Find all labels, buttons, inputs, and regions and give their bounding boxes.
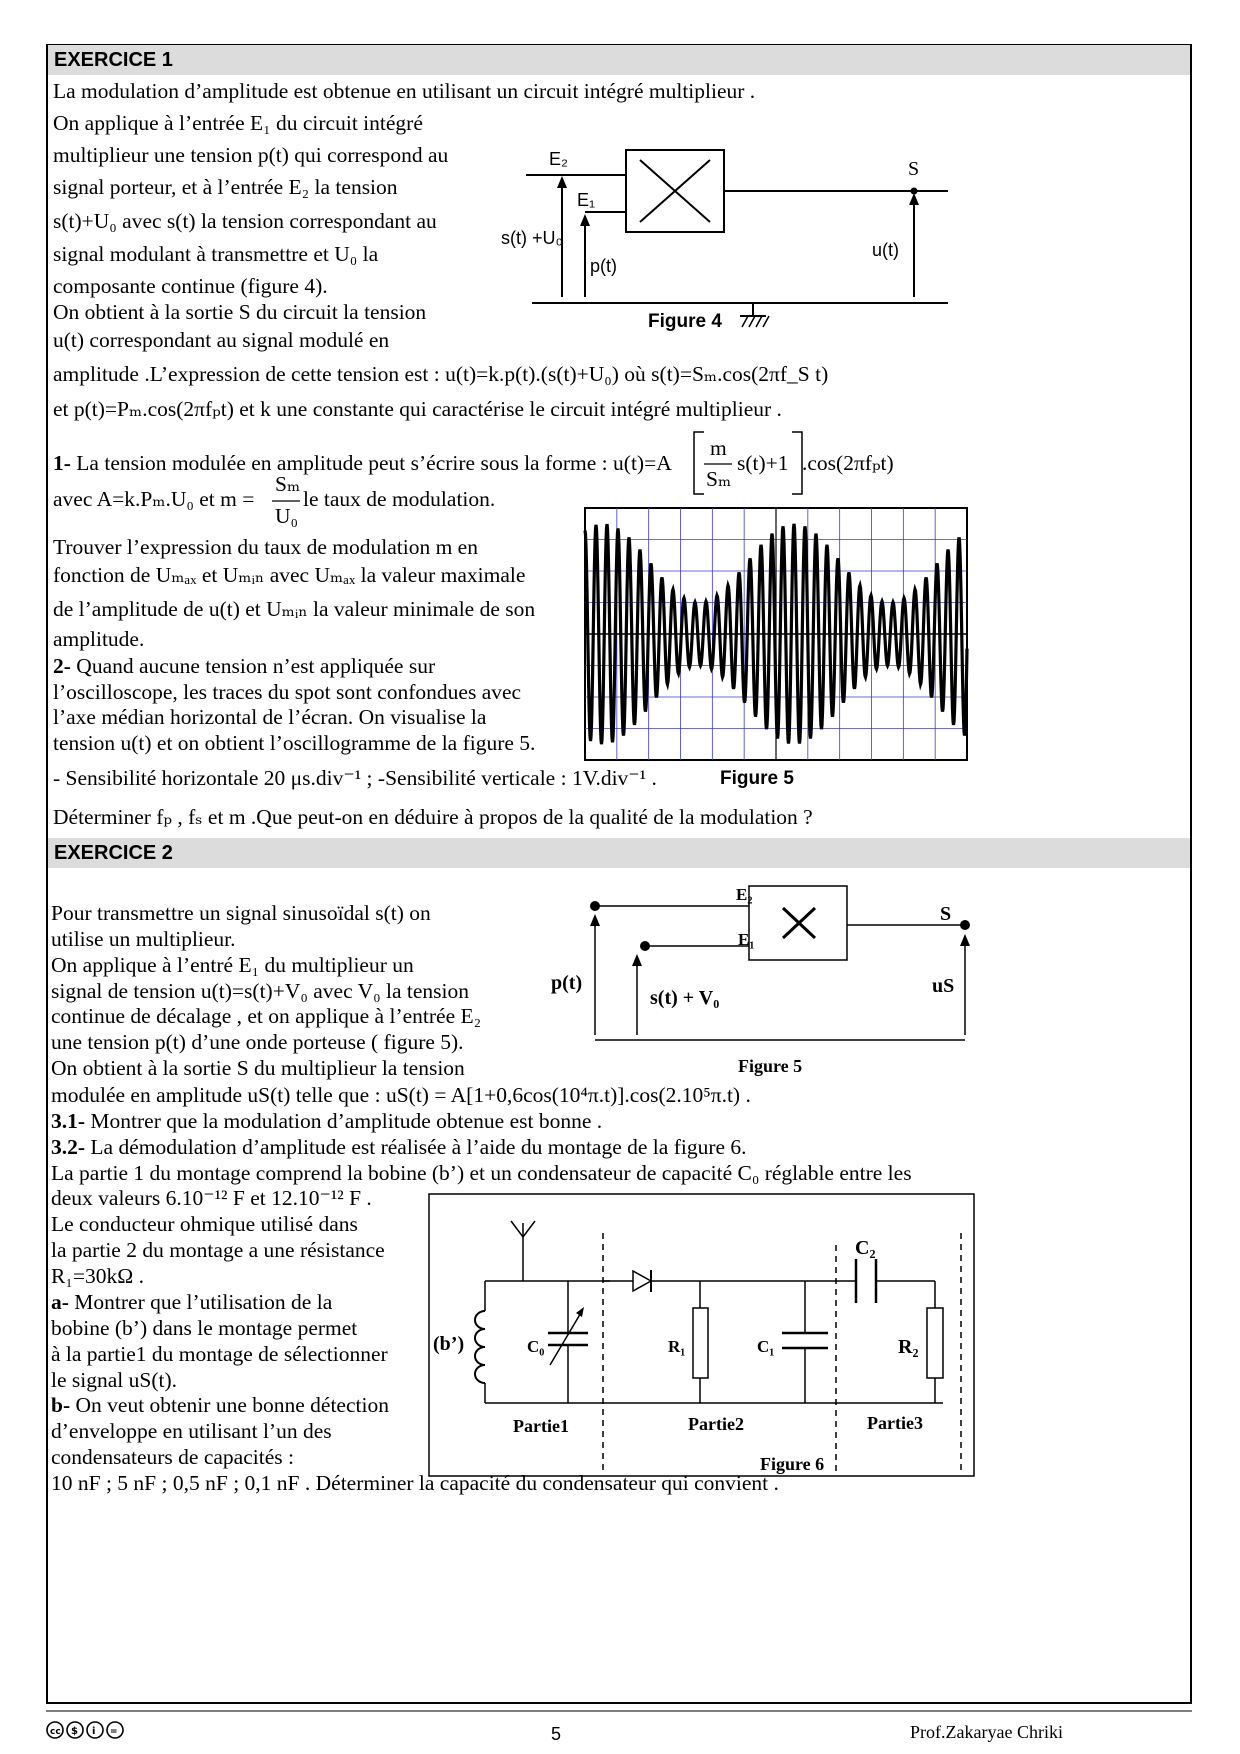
q1-tail: .cos(2πfₚt) (802, 451, 894, 475)
qb-line: 10 nF ; 5 nF ; 0,5 nF ; 0,1 nF . Déterminer la capacité du condensateur qui convient . (51, 1471, 779, 1495)
ex2-line: utilise un multiplieur. (51, 927, 236, 951)
s-plus-u0-arrowhead (557, 176, 567, 188)
q1-avec: avec A=k.Pₘ.U₀ et m = (53, 487, 255, 511)
ex2-line: On applique à l’entré E₁ du multiplieur un (51, 953, 414, 977)
p-arrowhead (580, 214, 590, 226)
fig5b-label-pt: p(t) (551, 972, 583, 994)
figure-5-caption: Figure 5 (720, 768, 794, 789)
ex1-line: signal modulant à transmettre et U₀ la (53, 242, 379, 266)
variable-arrow (550, 1311, 582, 1365)
q2-line: l’oscilloscope, les traces du spot sont confondues avec (53, 680, 522, 704)
qb-line: b- On veut obtenir une bonne détection (51, 1393, 389, 1417)
q1-m-den: U₀ (275, 504, 299, 528)
fig6-label-b: (b’) (433, 1333, 465, 1355)
fig6-label-c0: C₀ (527, 1337, 545, 1356)
q31-line: 3.1- Montrer que la modulation d’amplitude obtenue est bonne . (51, 1109, 603, 1133)
figure-5-multiplier-diagram (585, 880, 975, 1050)
ex1-line: multiplieur une tension p(t) qui correspond au (53, 143, 449, 167)
exercise-2-header: EXERCICE 2 (48, 838, 1190, 868)
q1-m-bar (272, 500, 302, 502)
svg-text:cc: cc (50, 1727, 61, 1737)
q32-line: deux valeurs 6.10⁻¹² F et 12.10⁻¹² F . (51, 1186, 372, 1210)
resistor-r2 (927, 1308, 943, 1378)
q2-line: 2- Quand aucune tension n’est appliquée sur (53, 654, 436, 678)
q2-line: tension u(t) et on obtient l’oscillogramme de la figure 5. (53, 731, 536, 755)
u-arrowhead (909, 193, 919, 205)
fig5b-label-s: S (940, 903, 952, 925)
p-arrowhead (590, 914, 600, 926)
q1-taux: le taux de modulation. (303, 487, 496, 511)
determine-line: Déterminer fₚ , fₛ et m .Que peut-on en déduire à propos de la qualité de la modulation ? (53, 805, 813, 829)
qa-line: le signal uS(t). (51, 1368, 177, 1392)
q1-line: amplitude. (53, 627, 145, 651)
fig6-label-r1: R₁ (668, 1337, 686, 1356)
qa-line: a- Montrer que l’utilisation de la (51, 1290, 333, 1314)
input-e1-node (640, 941, 650, 951)
q1-m-num: Sₘ (275, 472, 301, 496)
fig5b-label-sv0: s(t) + V₀ (650, 987, 720, 1009)
svg-text:=: = (110, 1727, 118, 1737)
ex1-line: composante continue (figure 4). (53, 274, 328, 298)
inductor-b (475, 1311, 485, 1383)
ex1-carrier-line: et p(t)=Pₘ.cos(2πfₚt) et k une constante qui caractérise le circuit intégré multiplieur . (53, 397, 782, 421)
qa-line: bobine (b’) dans le montage permet (51, 1316, 358, 1340)
figure-4-caption: Figure 4 (648, 311, 722, 332)
ex1-expression-line: amplitude .L’expression de cette tension est : u(t)=k.p(t).(s(t)+U₀) où s(t)=Sₘ.cos(2πf_S t) (53, 362, 829, 386)
ex1-line: On obtient à la sortie S du circuit la tension (53, 300, 427, 324)
fig4-label-s-plus-u0: s(t) +U₀ (501, 228, 563, 248)
fig6-label-c2: C₂ (855, 1237, 876, 1259)
fig6-label-c1: C₁ (757, 1337, 775, 1356)
exercise-1-header: EXERCICE 1 (48, 45, 1190, 75)
fig6-label-partie2: Partie2 (688, 1414, 744, 1434)
ex1-line: u(t) correspondant au signal modulé en (53, 328, 390, 352)
ex1-line: signal porteur, et à l’entrée E₂ la tension (53, 175, 398, 199)
q1-fraction-den: Sₘ (706, 467, 732, 491)
resistor-r1 (693, 1308, 708, 1378)
figure-6-demodulation-circuit (428, 1193, 976, 1478)
q1-line: de l’amplitude de u(t) et Uₘᵢₙ la valeur minimale de son (53, 597, 536, 621)
ex2-line: signal de tension u(t)=s(t)+V₀ avec V₀ la tension (51, 979, 469, 1003)
q1-line: fonction de Uₘₐₓ et Uₘᵢₙ avec Uₘₐₓ la valeur maximale (53, 563, 526, 587)
fig4-label-pt: p(t) (590, 256, 617, 276)
fig4-label-ut: u(t) (872, 240, 899, 260)
figure-6-caption: Figure 6 (760, 1454, 825, 1474)
q32-line: R₁=30kΩ . (51, 1264, 144, 1288)
fig5b-label-e2: E₂ (736, 885, 753, 904)
ex1-intro: La modulation d’amplitude est obtenue en utilisant un circuit intégré multiplieur . (53, 79, 756, 103)
q32-line: La partie 1 du montage comprend la bobine (b’) et un condensateur de capacité C₀ réglable entre les (51, 1161, 912, 1185)
ex2-line: Pour transmettre un signal sinusoïdal s(t) on (51, 901, 431, 925)
sensitivity-line: - Sensibilité horizontale 20 μs.div⁻¹ ; -Sensibilité verticale : 1V.div⁻¹ . (53, 766, 657, 790)
ex2-line: On obtient à la sortie S du multiplieur la tension (51, 1056, 465, 1080)
svg-text:$: $ (71, 1726, 78, 1737)
diode-icon (633, 1271, 651, 1291)
ex2-modulation-line: modulée en amplitude uS(t) telle que : uS(t) = A[1+0,6cos(10⁴π.t)].cos(2.10⁵π.t) . (51, 1083, 751, 1107)
author-credit: Prof.Zakaryae Chriki (910, 1722, 1063, 1742)
fig5b-label-e1: E₁ (738, 930, 755, 949)
ex1-line: On applique à l’entrée E₁ du circuit intégré (53, 111, 423, 135)
q1-number: 1- (53, 451, 71, 475)
page-number: 5 (551, 1724, 562, 1744)
q2-line: l’axe médian horizontal de l’écran. On visualise la (53, 705, 487, 729)
q32-line: Le conducteur ohmique utilisé dans (51, 1212, 358, 1236)
fig4-label-s: S (908, 158, 920, 180)
figure-5b-caption: Figure 5 (738, 1056, 803, 1076)
q1-text: 1- La tension modulée en amplitude peut s’écrire sous la forme : u(t)=A (53, 451, 672, 475)
oscillogram-figure-5 (585, 508, 967, 760)
ex1-line: s(t)+U₀ avec s(t) la tension correspondant au (53, 209, 437, 233)
q2-number: 2- (53, 654, 71, 678)
svg-text:i: i (92, 1726, 96, 1737)
fig6-label-partie1: Partie1 (513, 1416, 569, 1436)
fig4-label-e2: E₂ (549, 149, 568, 169)
fig6-label-r2: R₂ (898, 1336, 919, 1358)
qb-line: d’enveloppe en utilisant l’un des (51, 1419, 332, 1443)
output-node (960, 920, 970, 930)
cc-license-badge (46, 1720, 128, 1745)
input-e2-node (590, 901, 600, 911)
ex2-line: continue de décalage , et on applique à l’entrée E₂ (51, 1004, 482, 1028)
q1-line: Trouver l’expression du taux de modulation m en (53, 535, 478, 559)
fig4-label-e1: E₁ (577, 190, 596, 210)
sv0-arrowhead (632, 954, 642, 966)
fig5b-label-us: uS (932, 975, 955, 997)
q1-fraction-num: m (710, 436, 727, 460)
q32-line: la partie 2 du montage a une résistance (51, 1238, 385, 1262)
ex2-line: une tension p(t) d’une onde porteuse ( figure 5). (51, 1030, 464, 1054)
q1-mid: s(t)+1 (737, 451, 789, 475)
us-arrowhead (960, 934, 970, 946)
q1-fraction-bar (704, 463, 734, 465)
qa-line: à la partie1 du montage de sélectionner (51, 1342, 388, 1366)
footer-rule (46, 1710, 1192, 1712)
fig6-label-partie3: Partie3 (867, 1413, 923, 1433)
qb-line: condensateurs de capacités : (51, 1445, 294, 1469)
q32-line: 3.2- La démodulation d’amplitude est réalisée à l’aide du montage de la figure 6. (51, 1135, 747, 1159)
